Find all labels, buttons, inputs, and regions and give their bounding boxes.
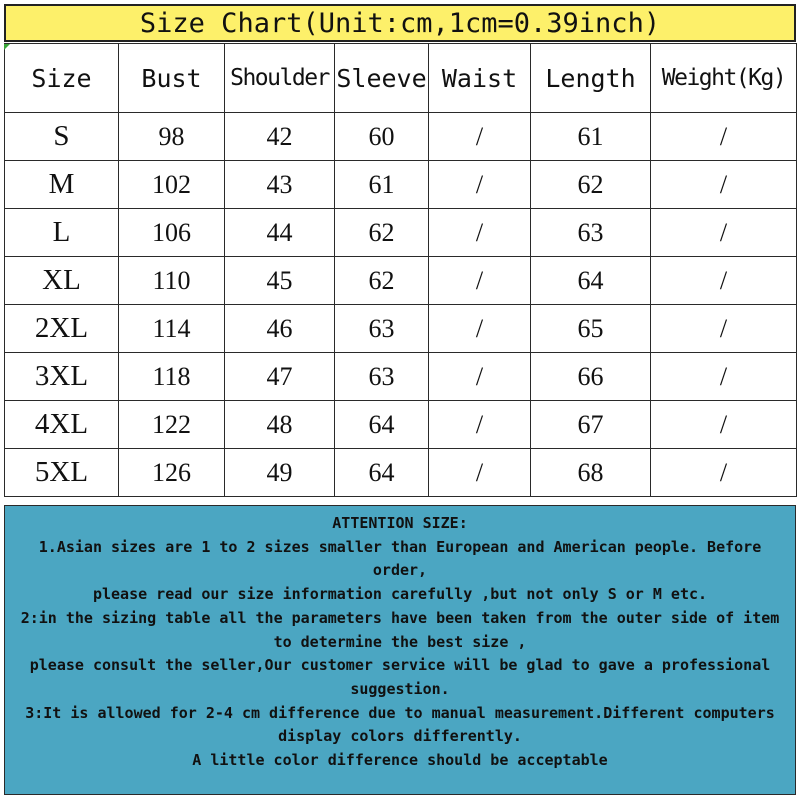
- length-cell: 63: [531, 209, 651, 257]
- waist-cell: /: [429, 305, 531, 353]
- size-table: [4, 43, 797, 497]
- weight-cell: /: [651, 113, 797, 161]
- table-row: [5, 257, 797, 305]
- sleeve-cell: 61: [335, 161, 429, 209]
- sleeve-cell: 62: [335, 209, 429, 257]
- weight-cell: /: [651, 257, 797, 305]
- notes-line: please read our size information carefully ,but not only S or M etc.: [92, 585, 708, 604]
- table-row: [5, 401, 797, 449]
- shoulder-cell: 45: [225, 257, 335, 305]
- table-row: [5, 113, 797, 161]
- title-text: Size Chart(Unit:cm,1cm=0.39inch): [139, 7, 661, 39]
- waist-cell: /: [429, 113, 531, 161]
- size-cell: 5XL: [5, 449, 119, 497]
- sleeve-cell: 63: [335, 305, 429, 353]
- notes-line: 3:It is allowed for 2-4 cm difference due to manual measurement.Different computers display colors differently.: [25, 703, 775, 746]
- notes-line: please consult the seller,Our customer service will be glad to gave a professional suggestion.: [29, 656, 771, 698]
- bust-cell: 106: [119, 209, 225, 257]
- size-chart-title: [4, 4, 796, 42]
- size-cell: 3XL: [5, 353, 119, 401]
- header-waist: Waist: [429, 44, 531, 113]
- weight-cell: /: [651, 449, 797, 497]
- bust-cell: 110: [119, 257, 225, 305]
- shoulder-cell: 48: [225, 401, 335, 449]
- size-cell: XL: [5, 257, 119, 305]
- weight-cell: /: [651, 305, 797, 353]
- bust-cell: 102: [119, 161, 225, 209]
- size-cell: L: [5, 209, 119, 257]
- weight-cell: /: [651, 161, 797, 209]
- notes-line: 1.Asian sizes are 1 to 2 sizes smaller than European and American people. Before order,: [38, 537, 762, 580]
- table-row: [5, 161, 797, 209]
- header-size: Size: [5, 44, 119, 113]
- bust-cell: 114: [119, 305, 225, 353]
- header-length: Length: [531, 44, 651, 113]
- waist-cell: /: [429, 209, 531, 257]
- header-sleeve: Sleeve: [335, 44, 429, 113]
- notes-line: 2:in the sizing table all the parameters have been taken from the outer side of item to determine the best size ,: [20, 608, 780, 651]
- length-cell: 62: [531, 161, 651, 209]
- bust-cell: 98: [119, 113, 225, 161]
- size-cell: 2XL: [5, 305, 119, 353]
- size-cell: M: [5, 161, 119, 209]
- weight-cell: /: [651, 209, 797, 257]
- length-cell: 67: [531, 401, 651, 449]
- waist-cell: /: [429, 401, 531, 449]
- size-cell: S: [5, 113, 119, 161]
- bust-cell: 122: [119, 401, 225, 449]
- table-row: [5, 449, 797, 497]
- waist-cell: /: [429, 353, 531, 401]
- waist-cell: /: [429, 257, 531, 305]
- length-cell: 61: [531, 113, 651, 161]
- table-row: [5, 353, 797, 401]
- header-bust: Bust: [119, 44, 225, 113]
- cell-corner-marker: [4, 44, 10, 50]
- shoulder-cell: 47: [225, 353, 335, 401]
- sleeve-cell: 60: [335, 113, 429, 161]
- shoulder-cell: 42: [225, 113, 335, 161]
- sleeve-cell: 63: [335, 353, 429, 401]
- length-cell: 66: [531, 353, 651, 401]
- sleeve-cell: 64: [335, 449, 429, 497]
- waist-cell: /: [429, 161, 531, 209]
- shoulder-cell: 44: [225, 209, 335, 257]
- table-row: [5, 209, 797, 257]
- shoulder-cell: 46: [225, 305, 335, 353]
- table-row: [5, 305, 797, 353]
- header-weight: Weight(Kg): [651, 44, 797, 113]
- header-shoulder: Shoulder: [225, 44, 335, 113]
- attention-notes: [4, 505, 796, 795]
- length-cell: 65: [531, 305, 651, 353]
- size-cell: 4XL: [5, 401, 119, 449]
- bust-cell: 126: [119, 449, 225, 497]
- weight-cell: /: [651, 401, 797, 449]
- shoulder-cell: 43: [225, 161, 335, 209]
- sleeve-cell: 62: [335, 257, 429, 305]
- shoulder-cell: 49: [225, 449, 335, 497]
- notes-line: A little color difference should be acceptable: [192, 751, 608, 770]
- header-row: [5, 44, 797, 113]
- weight-cell: /: [651, 353, 797, 401]
- sleeve-cell: 64: [335, 401, 429, 449]
- length-cell: 68: [531, 449, 651, 497]
- bust-cell: 118: [119, 353, 225, 401]
- length-cell: 64: [531, 257, 651, 305]
- waist-cell: /: [429, 449, 531, 497]
- notes-heading: ATTENTION SIZE:: [332, 514, 468, 532]
